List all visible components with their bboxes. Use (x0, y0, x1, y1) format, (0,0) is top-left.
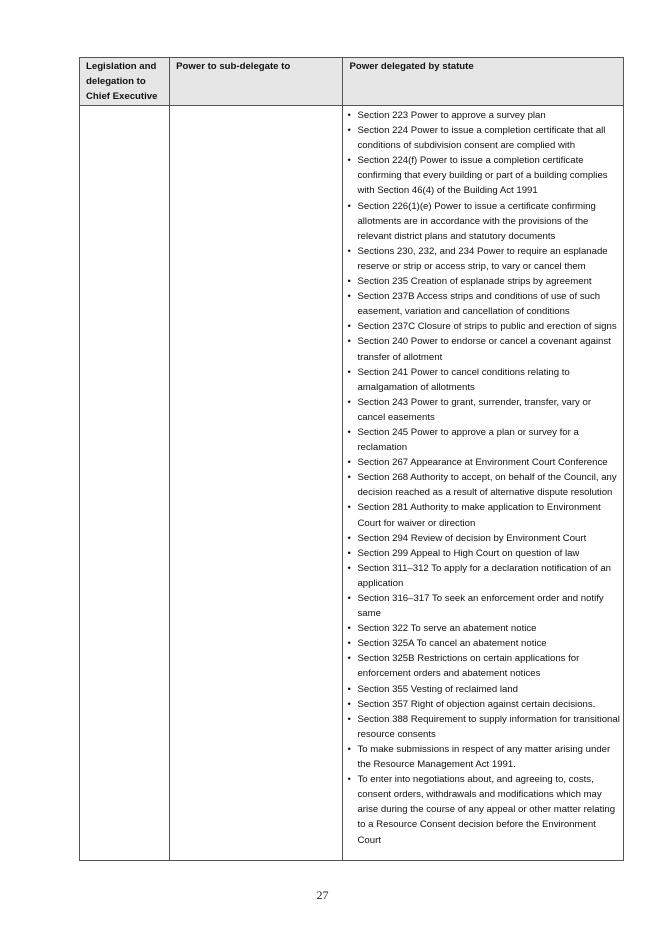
legislation-cell (80, 106, 170, 861)
list-item (347, 651, 621, 681)
list-item-text: To make submissions in respect of any matter arising under the Resource Management Act 1991. (357, 743, 611, 771)
list-item (347, 636, 621, 651)
list-item (347, 199, 621, 244)
bullet-icon: • (347, 110, 351, 121)
list-item-text: To enter into negotiations about, and agreeing to, costs, consent orders, withdrawals and modifications which may arise during the course of any appeal or other matter relating to a Resource Consent decision before the Environment Court (357, 774, 616, 846)
list-item-text: Section 267 Appearance at Environment Court Conference (357, 457, 608, 469)
list-item (347, 274, 621, 289)
bullet-icon: • (347, 743, 351, 755)
list-item (347, 123, 621, 153)
list-item (347, 697, 621, 712)
list-item (347, 742, 621, 772)
powers-cell (343, 106, 624, 861)
bullet-icon: • (347, 698, 351, 710)
list-item-text: Section 223 Power to approve a survey plan (357, 110, 546, 121)
list-item-text: Section 235 Creation of esplanade strips by agreement (357, 276, 592, 288)
bullet-icon: • (347, 426, 351, 438)
bullet-icon: • (347, 638, 351, 650)
list-item-text: Section 325B Restrictions on certain applications for enforcement orders and abatement notices (357, 653, 580, 680)
page-number: 27 (316, 888, 329, 902)
list-item-text: Section 237C Closure of strips to public and erection of signs (357, 321, 617, 333)
list-item (347, 425, 621, 455)
bullet-icon: • (347, 593, 351, 604)
bullet-icon: • (347, 291, 351, 303)
bullet-icon: • (347, 276, 351, 288)
list-item-text: Section 299 Appeal to High Court on question of law (357, 547, 580, 559)
list-item (347, 334, 621, 364)
bullet-icon: • (347, 547, 351, 559)
bullet-icon: • (347, 713, 351, 725)
bullet-icon: • (347, 653, 351, 665)
list-item-text: Section 357 Right of objection against certain decisions. (357, 698, 596, 710)
bullet-icon: • (347, 774, 351, 786)
list-item (347, 153, 621, 198)
list-item (347, 682, 621, 697)
list-item (347, 621, 621, 636)
list-item-text: Section 316–317 To seek an enforcement order and notify same (357, 593, 604, 620)
bullet-icon: • (347, 472, 351, 484)
list-item (347, 531, 621, 546)
list-item (347, 108, 621, 123)
list-item-text: Section 322 To serve an abatement notice (357, 623, 537, 635)
bullet-icon: • (347, 155, 351, 167)
bullet-icon: • (347, 321, 351, 333)
bullet-icon: • (347, 502, 351, 514)
bullet-icon: • (347, 336, 351, 348)
list-item-text: Section 281 Authority to make application to Environment Court for waiver or direction (357, 502, 601, 529)
header-legislation: Legislation and delegation to Chief Executive (80, 58, 170, 106)
list-item (347, 500, 621, 530)
list-item-text: Section 245 Power to approve a plan or survey for a reclamation (357, 426, 579, 454)
list-item (347, 591, 621, 621)
list-item-text: Section 226(1)(e) Power to issue a certificate confirming allotments are in accordance with the provisions of the relevant district plans and statutory documents (357, 200, 596, 242)
list-item-text: Section 224 Power to issue a completion certificate that all conditions of subdivision consent are complied with (357, 125, 606, 152)
bullet-icon: • (347, 457, 351, 469)
bullet-icon: • (347, 125, 351, 137)
list-item (347, 244, 621, 274)
list-item-text: Section 388 Requirement to supply information for transitional resource consents (357, 713, 620, 740)
list-item-text: Section 240 Power to endorse or cancel a covenant against transfer of allotment (357, 336, 611, 363)
bullet-icon: • (347, 562, 351, 574)
bullet-icon: • (347, 245, 351, 257)
list-item-text: Section 268 Authority to accept, on behalf of the Council, any decision reached as a result of alternative dispute resolution (357, 472, 617, 499)
bullet-icon: • (347, 683, 351, 695)
list-item-text: Section 241 Power to cancel conditions relating to amalgamation of allotments (357, 366, 570, 393)
list-item (347, 319, 621, 334)
list-item (347, 561, 621, 591)
powers-list (343, 106, 623, 848)
list-item (347, 395, 621, 425)
header-power: Power delegated by statute (343, 58, 624, 106)
list-item (347, 546, 621, 561)
bullet-icon: • (347, 366, 351, 378)
list-item-text: Sections 230, 232, and 234 Power to require an esplanade reserve or strip or access strip, to vary or cancel them (357, 245, 608, 272)
bullet-icon: • (347, 200, 351, 212)
list-item (347, 712, 621, 742)
delegations-table (79, 57, 624, 861)
list-item-text: Section 311–312 To apply for a declaration notification of an application (357, 562, 611, 589)
list-item (347, 289, 621, 319)
bullet-icon: • (347, 532, 351, 544)
sub-delegate-cell (170, 106, 343, 861)
bullet-icon: • (347, 623, 351, 635)
list-item-text: Section 243 Power to grant, surrender, transfer, vary or cancel easements (357, 396, 592, 423)
list-item (347, 772, 621, 847)
list-item-text: Section 355 Vesting of reclaimed land (357, 683, 518, 695)
table-row (80, 106, 624, 861)
list-item-text: Section 294 Review of decision by Environment Court (357, 532, 587, 544)
list-item-text: Section 325A To cancel an abatement notice (357, 638, 547, 650)
list-item-text: Section 237B Access strips and conditions of use of such easement, variation and cancellation of conditions (357, 291, 601, 318)
list-item (347, 470, 621, 500)
list-item (347, 455, 621, 470)
list-item (347, 365, 621, 395)
list-item-text: Section 224(f) Power to issue a completion certificate confirming that every building or part of a building complies with Section 46(4) of the Building Act 1991 (357, 155, 608, 197)
bullet-icon: • (347, 396, 351, 408)
table-header-row (80, 58, 624, 106)
header-sub-delegate: Power to sub-delegate to (170, 58, 343, 106)
